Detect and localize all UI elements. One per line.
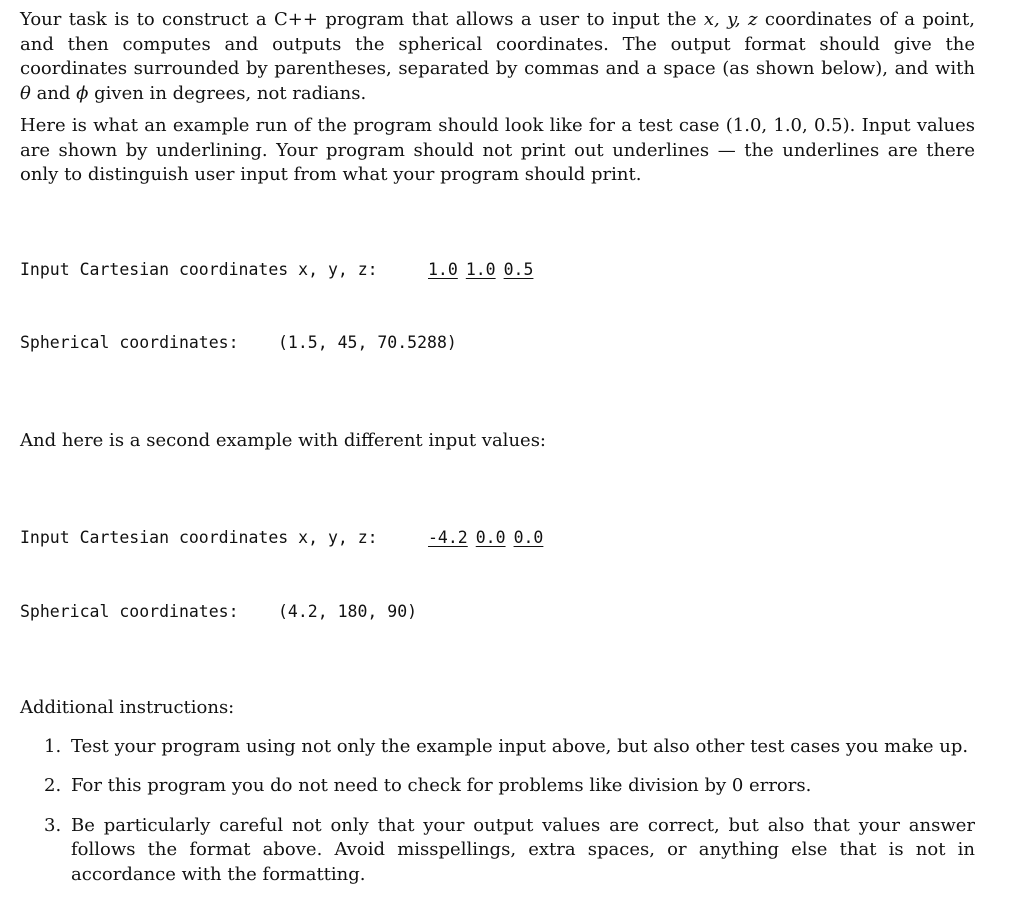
example-1-output-label: Spherical coordinates: — [20, 333, 239, 352]
list-item-text: For this program you do not need to check for problems like division by 0 errors. — [71, 775, 812, 796]
list-item-number: 2. — [44, 775, 62, 796]
example-2-output-label: Spherical coordinates: — [20, 601, 239, 621]
example-1-output-value: (1.5, 45, 70.5288) — [278, 333, 457, 352]
phi-symbol: ϕ — [76, 82, 89, 104]
example-2-prompt: Input Cartesian coordinates x, y, z: — [20, 528, 378, 547]
example-run-1 — [20, 209, 975, 405]
example-2-input-x: -4.2 — [428, 528, 468, 547]
example-1-input-y: 1.0 — [465, 259, 496, 279]
instructions-list — [20, 735, 975, 888]
example-run-2 — [20, 477, 975, 673]
list-item — [20, 814, 975, 888]
intro-text-middle: coordinates of a point, and then computes and outputs the spherical coordinates. The output format should give the coordinates surrounded by parentheses, separated by commas and a space (as shown below), and with — [20, 9, 975, 79]
list-item — [20, 774, 975, 799]
list-item — [20, 735, 975, 760]
example-2-output-value: (4.2, 180, 90) — [278, 601, 418, 621]
second-example-intro: And here is a second example with different input values: — [20, 429, 546, 451]
theta-symbol: θ — [20, 82, 31, 104]
intro-text-end: given in degrees, not radians. — [88, 82, 367, 104]
example-2-input-y: 0.0 — [475, 528, 506, 547]
example-1-prompt: Input Cartesian coordinates x, y, z: — [20, 259, 378, 279]
example-intro-paragraph: Here is what an example run of the program should look like for a test case (1.0, 1.0, 0.5). Input values are shown by underlining. Your program should not print out underlines — the underlines are there only to distinguish user input from what your program should print. — [20, 115, 975, 185]
intro-paragraph — [20, 8, 975, 106]
intro-text-start: Your task is to construct a C++ program that allows a user to input the — [20, 9, 704, 30]
assignment-document — [20, 8, 975, 902]
example-1-input-x: 1.0 — [428, 259, 458, 279]
list-item-text: Be particularly careful not only that your output values are correct, but also that your answer follows the format above. Avoid misspellings, extra spaces, or anything else that is not in accordance with the formatting. — [71, 814, 975, 885]
intro-text-and: and — [30, 82, 77, 104]
example-1-input-line — [20, 258, 975, 283]
example-2-input-z: 0.0 — [513, 528, 544, 547]
example-2-input-line — [20, 526, 975, 551]
xyz-variables: x, y, z — [703, 9, 758, 30]
list-item-number: 1. — [44, 735, 62, 757]
additional-instructions-heading: Additional instructions: — [20, 697, 235, 718]
list-item-text: Test your program using not only the example input above, but also other test cases you make up. — [71, 735, 969, 757]
list-item-number: 3. — [44, 814, 62, 836]
example-1-output-line — [20, 331, 975, 356]
example-1-input-z: 0.5 — [503, 259, 534, 279]
